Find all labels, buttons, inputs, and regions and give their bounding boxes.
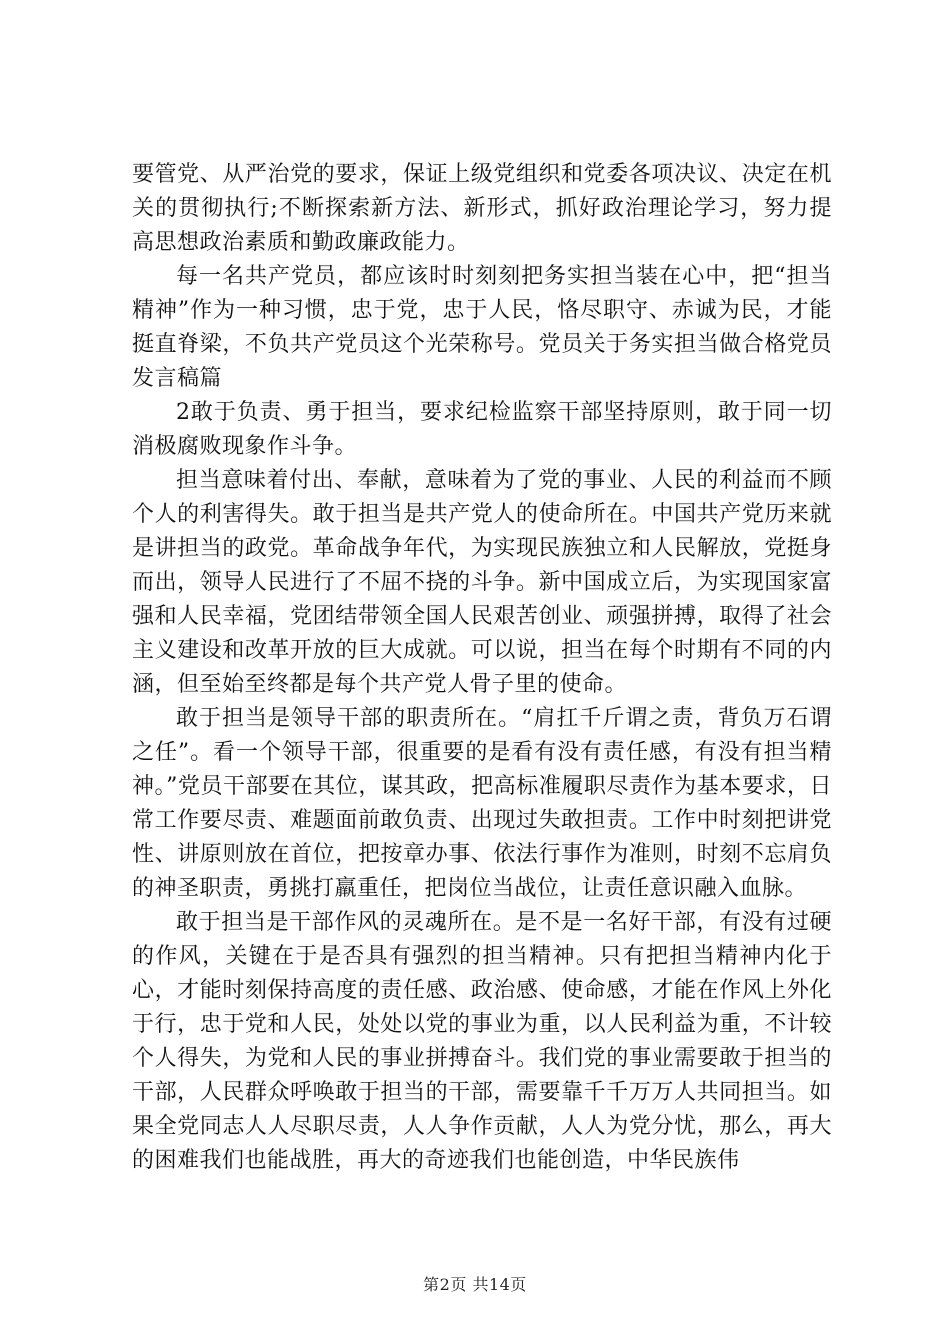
paragraph: 2敢于负责、勇于担当，要求纪检监察干部坚持原则，敢于同一切消极腐败现象作斗争。	[132, 400, 832, 459]
paragraph: 敢于担当是领导干部的职责所在。“肩扛千斤谓之责，背负万石谓之任”。看一个领导干部，很重要的是看有没有责任感，有没有担当精神。”党员干部要在其位，谋其政，把高标准履职尽责作为基本要求，日常工作要尽责、难题面前敢负责、出现过失敢担责。工作中时刻把讲党性、讲原则放在首位，把按章办事、依法行事作为准则，时刻不忘肩负的神圣职责，勇挑打羸重任，把岗位当战位，让责任意识融入血脉。	[132, 706, 832, 901]
page-number: 第2页 共14页	[423, 1275, 527, 1294]
document-body	[132, 158, 832, 1178]
paragraph: 敢于担当是干部作风的灵魂所在。是不是一名好干部，有没有过硬的作风，关键在于是否具有强烈的担当精神。只有把担当精神内化于心，才能时刻保持高度的责任感、政治感、使命感，才能在作风上外化于行，忠于党和人民，处处以党的事业为重，以人民利益为重，不计较个人得失，为党和人民的事业拼搏奋斗。我们党的事业需要敢于担当的干部，人民群众呼唤敢于担当的干部，需要靠千千万万人共同担当。如果全党同志人人尽职尽责，人人争作贡献，人人为党分忧，那么，再大的困难我们也能战胜，再大的奇迹我们也能创造，中华民族伟	[132, 910, 832, 1173]
paragraph: 每一名共产党员，都应该时时刻刻把务实担当装在心中，把“担当精神”作为一种习惯，忠于党，忠于人民，恪尽职守、赤诚为民，才能挺直脊梁，不负共产党员这个光荣称号。党员关于务实担当做合格党员发言稿篇	[132, 264, 832, 391]
paragraph: 担当意味着付出、奉献，意味着为了党的事业、人民的利益而不顾个人的利害得失。敢于担当是共产党人的使命所在。中国共产党历来就是讲担当的政党。革命战争年代，为实现民族独立和人民解放，党挺身而出，领导人民进行了不屈不挠的斗争。新中国成立后，为实现国家富强和人民幸福，党团结带领全国人民艰苦创业、顽强拼搏，取得了社会主义建设和改革开放的巨大成就。可以说，担当在每个时期有不同的内涵，但至始至终都是每个共产党人骨子里的使命。	[132, 468, 832, 697]
paragraph: 要管党、从严治党的要求，保证上级党组织和党委各项决议、决定在机关的贯彻执行;不断探索新方法、新形式，抓好政治理论学习，努力提高思想政治素质和勤政廉政能力。	[132, 162, 832, 255]
